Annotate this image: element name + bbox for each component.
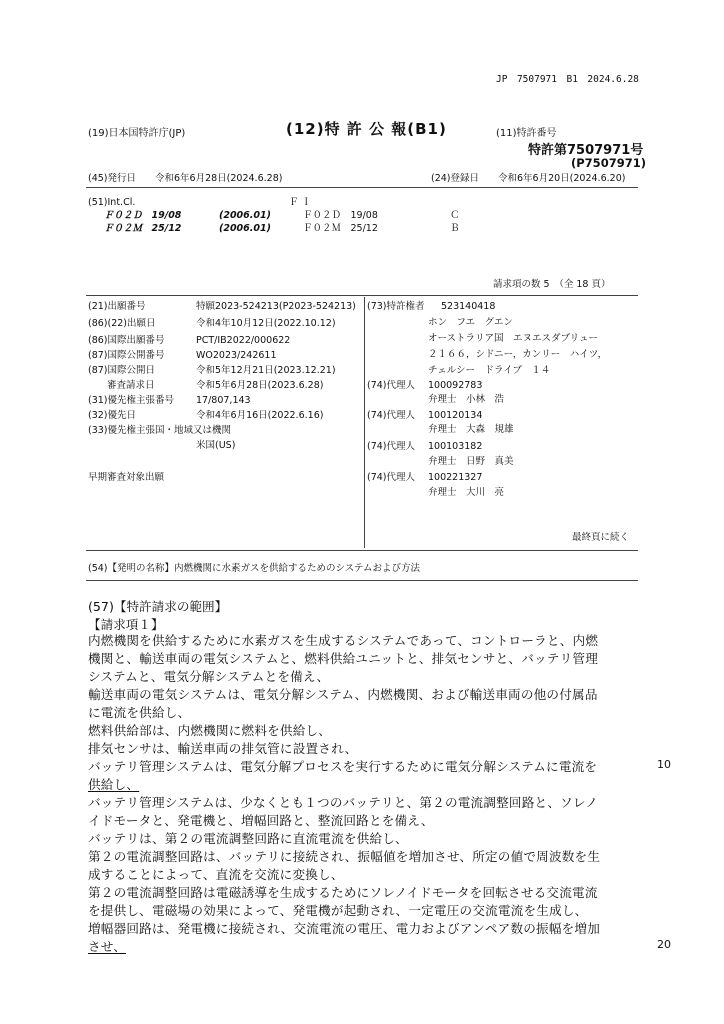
biblio-right-label-1: (73)特許権者 [367, 301, 425, 312]
biblio-left-label-4: (87)国際公開番号 [88, 350, 165, 361]
fi-code-2: Ｆ０２Ｍ 25/12 [303, 223, 378, 234]
biblio-right-value-10: 100103182 [428, 441, 483, 452]
biblio-left-label-6: 審査請求日 [88, 380, 155, 391]
biblio-left-label-9: (33)優先権主張国・地域又は機関 [88, 425, 232, 436]
publication-type: (12)特 許 公 報(B1) [286, 120, 447, 138]
intcl-label: (51)Int.Cl. [88, 197, 136, 208]
biblio-left-value-4: WO2023/242611 [196, 350, 277, 361]
biblio-left-value-1: 特願2023-524213(P2023-524213) [196, 301, 356, 312]
biblio-left-value-6: 令和5年6月28日(2023.6.28) [196, 380, 324, 391]
biblio-left-label-1: (21)出願番号 [88, 301, 146, 312]
claim-line: 燃料供給部は、内燃機関に燃料を供給し、 [88, 723, 332, 738]
biblio-right-value-3: オーストラリア国 エヌエスダブリュー [428, 333, 598, 344]
intcl-version-1: (2006.01) [219, 210, 271, 221]
intcl-code-2: Ｆ０２Ｍ 25/12 [104, 223, 182, 234]
biblio-left-label-7: (31)優先権主張番号 [88, 395, 175, 406]
claim-line: イドモータと、発電機と、増幅回路と、整流回路とを備え、 [88, 813, 434, 828]
patent-office: (19)日本国特許庁(JP) [88, 128, 186, 139]
biblio-right-value-5: チェルシー ドライブ １４ [428, 365, 551, 376]
continued-note: 最終頁に続く [572, 532, 630, 543]
intcl-code-1: Ｆ０２Ｄ 19/08 [104, 210, 182, 221]
rule-3 [86, 550, 638, 551]
claims-count: 請求項の数 5 （全 18 頁） [493, 279, 611, 290]
biblio-left-label-2: (86)(22)出願日 [88, 318, 156, 329]
biblio-right-value-2: ホン フエ グエン [428, 317, 513, 328]
claim-line: 輸送車両の電気システムは、電気分解システム、内燃機関、および輸送車両の他の付属品 [88, 687, 598, 702]
claim-line: システムと、電気分解システムとを備え、 [88, 669, 330, 684]
patent-number: 特許第7507971号 [528, 143, 644, 158]
rule-4 [86, 580, 638, 581]
biblio-left-value-5: 令和5年12月21日(2023.12.21) [196, 365, 336, 376]
line-number-20: 20 [657, 938, 671, 951]
biblio-right-value-1: 523140418 [441, 301, 496, 312]
registration-date: (24)登録日 令和6年6月20日(2024.6.20) [431, 173, 626, 184]
line-number-10: 10 [657, 758, 671, 771]
intcl-version-2: (2006.01) [219, 223, 271, 234]
biblio-left-value-7: 17/807,143 [196, 395, 251, 406]
document-id: JP 7507971 B1 2024.6.28 [496, 74, 639, 85]
fi-code-1: Ｆ０２Ｄ 19/08 [303, 210, 378, 221]
rule-2 [86, 295, 638, 296]
biblio-left-value-9: 米国(US) [196, 440, 236, 451]
claim-line: バッテリ管理システムは、少なくとも１つのバッテリと、第２の電流調整回路と、ソレノ [88, 795, 598, 810]
biblio-right-label-6: (74)代理人 [367, 380, 416, 391]
biblio-right-value-13: 弁理士 大川 亮 [428, 487, 505, 498]
fi-label: Ｆ Ｉ [289, 197, 312, 208]
claim-line: 第２の電流調整回路は電磁誘導を生成するためにソレノイドモータを回転させる交流電流 [88, 885, 598, 900]
biblio-right-value-7: 弁理士 小林 浩 [428, 394, 505, 405]
issue-date: (45)発行日 令和6年6月28日(2024.6.28) [88, 173, 283, 184]
claim-line: を提供し、電磁場の効果によって、発電機が起動され、一定電圧の交流電流を生成し、 [88, 903, 588, 918]
biblio-left-label-3: (86)国際出願番号 [88, 335, 165, 346]
claim-line: 増幅器回路は、発電機に接続され、交流電流の電圧、電力およびアンペア数の振幅を増加 [88, 921, 601, 936]
biblio-right-value-8: 100120134 [428, 410, 483, 421]
column-divider [364, 297, 365, 548]
biblio-right-label-12: (74)代理人 [367, 472, 416, 483]
fi-letter-1: Ｃ [450, 210, 460, 221]
patent-number-paren: (P7507971) [571, 156, 646, 170]
claim-line: 内燃機関を供給するために水素ガスを生成するシステムであって、コントローラと、内燃 [88, 633, 599, 648]
rule-1 [86, 187, 638, 188]
claim-line: に電流を供給し、 [88, 705, 191, 720]
claim-1-heading: 【請求項１】 [88, 617, 164, 632]
claim-line: 排気センサは、輸送車両の排気管に設置され、 [88, 741, 358, 756]
claim-line: 機関と、輸送車両の電気システムと、燃料供給ユニットと、排気センサと、バッテリ管理 [88, 651, 598, 666]
biblio-left-value-8: 令和4年6月16日(2022.6.16) [196, 410, 324, 421]
claim-line: 成することによって、直流を交流に変換し、 [88, 867, 344, 882]
biblio-right-value-12: 100221327 [428, 472, 483, 483]
biblio-left-label-8: (32)優先日 [88, 410, 137, 421]
claim-line: バッテリ管理システムは、電気分解プロセスを実行するために電気分解システムに電流を [88, 759, 598, 774]
biblio-right-value-6: 100092783 [428, 380, 483, 391]
claim-line: 供給し、 [88, 777, 140, 792]
claim-line: 第２の電流調整回路は、バッテリに接続され、振幅値を増加させ、所定の値で周波数を生 [88, 849, 601, 864]
biblio-right-label-10: (74)代理人 [367, 441, 416, 452]
biblio-right-value-4: ２１６６，シドニー，カンリー ハイツ， [428, 349, 608, 360]
biblio-left-value-3: PCT/IB2022/000622 [196, 335, 291, 346]
claim-line: バッテリは、第２の電流調整回路に直流電流を供給し、 [88, 831, 408, 846]
biblio-right-label-8: (74)代理人 [367, 410, 416, 421]
biblio-left-value-2: 令和4年10月12日(2022.10.12) [196, 318, 336, 329]
patent-number-label: (11)特許番号 [496, 128, 557, 139]
biblio-right-value-11: 弁理士 日野 真美 [428, 456, 514, 467]
claim-line: させ、 [88, 939, 127, 954]
biblio-left-label-5: (87)国際公開日 [88, 365, 156, 376]
fi-letter-2: Ｂ [450, 223, 460, 234]
early-exam-note: 早期審査対象出願 [88, 472, 165, 483]
biblio-right-value-9: 弁理士 大森 規雄 [428, 424, 514, 435]
invention-title: (54)【発明の名称】内燃機関に水素ガスを供給するためのシステムおよび方法 [88, 563, 421, 574]
claims-heading: (57)【特許請求の範囲】 [88, 599, 228, 614]
